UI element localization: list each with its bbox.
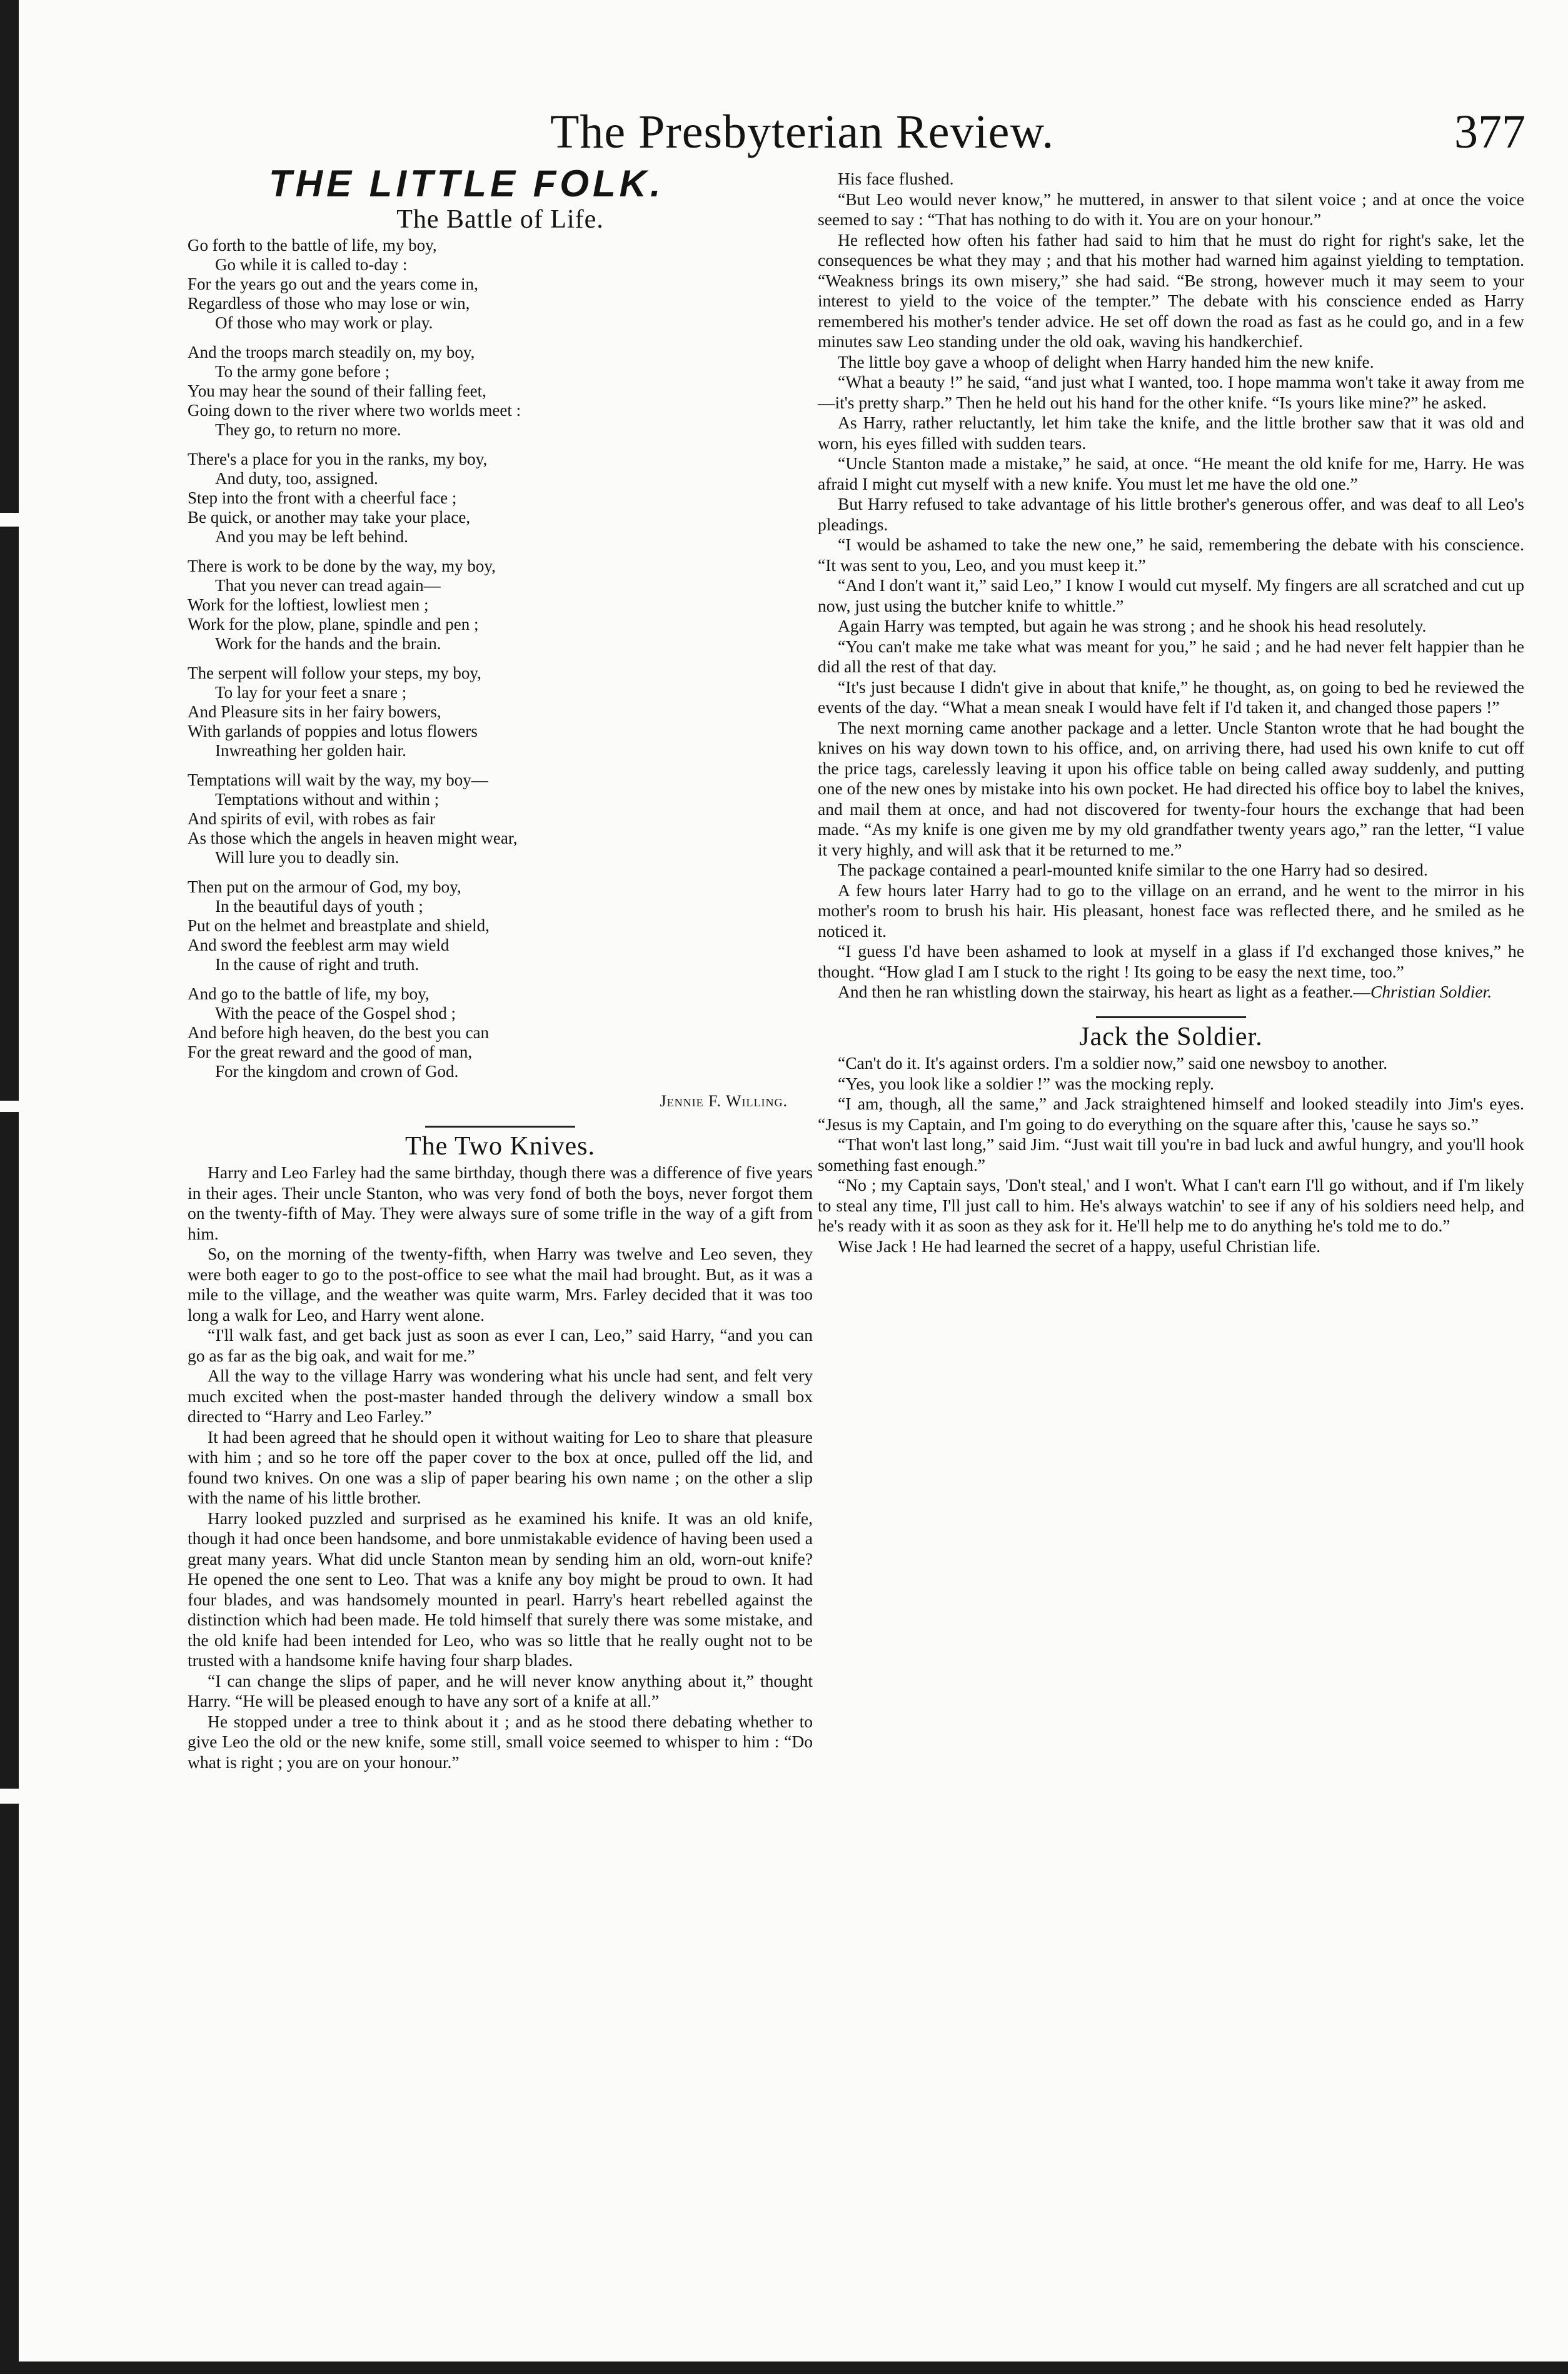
poem-line: Will lure you to deadly sin. [215, 848, 400, 867]
story-jack-the-soldier [818, 1053, 1524, 1256]
paragraph: The little boy gave a whoop of delight when Harry handed him the new knife. [838, 351, 1374, 371]
poem-line: For the kingdom and crown of God. [215, 1062, 459, 1081]
paragraph: Harry and Leo Farley had the same birthday, though there was a difference of five years in their ages. Their uncle Stanton, who was very fond of both the boys, never forgot them on the twenty-fifth of May. They were always sure of some trifle in the way of a gift from him. [188, 1163, 813, 1243]
poem-line: To the army gone before ; [215, 362, 390, 381]
poem-line: Temptations will wait by the way, my boy— [188, 770, 488, 789]
paragraph: The package contained a pearl-mounted knife similar to the one Harry had so desired. [838, 860, 1428, 879]
poem-stanza [188, 557, 813, 654]
right-column [818, 169, 1524, 1256]
poem-body [188, 236, 813, 1081]
poem-line: And the troops march steadily on, my boy, [188, 343, 475, 361]
poem-line: Work for the plow, plane, spindle and pen ; [188, 615, 479, 634]
section-divider [1096, 1016, 1246, 1018]
poem-line: Regardless of those who may lose or win, [188, 294, 470, 313]
section-heading: THE LITTLE FOLK. [269, 163, 665, 205]
paragraph: He stopped under a tree to think about it ; and as he stood there debating whether to give Leo the old or the new knife, some still, small voice seemed to whisper to him : “Do what is right ; you are on your honour.” [188, 1711, 813, 1772]
paragraph: “You can't make me take what was meant for you,” he said ; and he had never felt happier than he did all the rest of that day. [818, 636, 1524, 676]
paragraph: “I guess I'd have been ashamed to look at myself in a glass if I'd exchanged those knives,” he thought. “How glad I am I stuck to the right ! Its going to be easy the next time, too.” [818, 941, 1524, 981]
poem-line: There is work to be done by the way, my boy, [188, 557, 496, 575]
poem-line: You may hear the sound of their falling feet, [188, 381, 486, 400]
poem-line: They go, to return no more. [215, 420, 401, 439]
story-two-knives-right [818, 169, 1524, 982]
poem-line: And duty, too, assigned. [215, 469, 378, 488]
publication-title: The Presbyterian Review. [550, 106, 1055, 158]
paragraph: The next morning came another package and a letter. Uncle Stanton wrote that he had bought the knives on his way down town to his office, and, on arriving there, had used his own knife to cut off the price tags, carelessly leaving it upon his office table on being called away suddenly, and putting one of the new ones by mistake into his own pocket. He had directed his office boy to label the knives, and mail them at once, and had not discovered for twenty-four hours the exchange that had been made. “As my knife is one given me by my old grandfather twenty years ago,” ran the letter, “I value it very highly, and will ask that it be returned to me.” [818, 717, 1524, 859]
story-attribution: Christian Soldier. [1370, 982, 1492, 1001]
poem-line: Go forth to the battle of life, my boy, [188, 236, 437, 255]
poem-stanza [188, 450, 813, 547]
paragraph: So, on the morning of the twenty-fifth, when Harry was twelve and Leo seven, they were both eager to go to the post-office to see what the mail had brought. But, as it was a mile to the village, and the weather was quite warm, Mrs. Farley decided that it was too long a walk for Leo, and Harry went alone. [188, 1244, 813, 1325]
poem-line: For the years go out and the years come in, [188, 275, 478, 293]
poem-line: Step into the front with a cheerful face ; [188, 488, 457, 507]
story-two-knives-left [188, 1163, 813, 1772]
poem-line: That you never can tread again— [215, 576, 441, 595]
paragraph: His face flushed. [838, 169, 954, 188]
paragraph: “That won't last long,” said Jim. “Just wait till you're in bad luck and awful hungry, and you'll hook something fast enough.” [818, 1134, 1524, 1174]
poem-line: Going down to the river where two worlds meet : [188, 401, 521, 420]
section-divider [425, 1126, 575, 1128]
paragraph: “And I don't want it,” said Leo,” I know I would cut myself. My fingers are all scratched and cut up now, just using the butcher knife to whittle.” [818, 575, 1524, 615]
poem-line: And Pleasure sits in her fairy bowers, [188, 702, 441, 721]
poem-stanza [188, 877, 813, 974]
poem-stanza [188, 770, 813, 867]
paragraph: “I can change the slips of paper, and he will never know anything about it,” thought Harry. “He will be pleased enough to have any sort of a knife at all.” [188, 1670, 813, 1710]
poem-line: To lay for your feet a snare ; [215, 683, 407, 702]
paragraph: As Harry, rather reluctantly, let him take the knife, and the little brother saw that it was old and worn, his eyes filled with sudden tears. [818, 413, 1524, 453]
paragraph: Wise Jack ! He had learned the secret of a happy, useful Christian life. [838, 1236, 1321, 1256]
paragraph: “I would be ashamed to take the new one,” he said, remembering the debate with his conscience. “It was sent to you, Leo, and you must keep it.” [818, 535, 1524, 575]
poem-line: In the cause of right and truth. [215, 955, 420, 974]
paragraph: It had been agreed that he should open it without waiting for Leo to share that pleasure with him ; and so he tore off the paper cover to the box at once, pulled off the lid, and found two knives. On one was a slip of paper bearing his own name ; on the other a slip with the name of his little brother. [188, 1427, 813, 1507]
poem-line: As those which the angels in heaven might wear, [188, 829, 518, 847]
poem-stanza [188, 236, 813, 333]
paragraph: “I am, though, all the same,” and Jack straightened himself and looked steadily into Jim's eyes. “Jesus is my Captain, and I'm going to do everything on the square after this, 'cause he says so.” [818, 1094, 1524, 1134]
bottom-margin-rule [19, 2361, 1568, 2374]
paragraph: Again Harry was tempted, but again he was strong ; and he shook his head resolutely. [838, 616, 1427, 635]
paragraph: “No ; my Captain says, 'Don't steal,' and I won't. What I can't earn I'll go without, and if I'm likely to steal any time, I'll just call to him. He's always watchin' to see if any of his soldiers need help, and he's ready with it as soon as they ask for it. He'll help me to do anything he's told me to do.” [818, 1175, 1524, 1235]
paragraph: All the way to the village Harry was wondering what his uncle had sent, and felt very much excited when the post-master handed through the delivery window a small box directed to “Harry and Leo Farley.” [188, 1366, 813, 1426]
poem-line: Of those who may work or play. [215, 313, 433, 332]
page-number: 377 [1454, 106, 1525, 158]
poem-line: The serpent will follow your steps, my boy, [188, 664, 481, 682]
poem-stanza [188, 984, 813, 1081]
paragraph: But Harry refused to take advantage of his little brother's generous offer, and was deaf to all Leo's pleadings. [818, 494, 1524, 534]
paragraph: “I'll walk fast, and get back just as soon as ever I can, Leo,” said Harry, “and you can go as far as the big oak, and wait for me.” [188, 1325, 813, 1365]
poem-line: Then put on the armour of God, my boy, [188, 877, 461, 896]
poem-title: The Battle of Life. [396, 205, 604, 234]
paragraph: A few hours later Harry had to go to the village on an errand, and he went to the mirror in his mother's room to brush his hair. His pleasant, honest face was reflected there, and he smiled as he noticed it. [818, 880, 1524, 941]
poem-line: With the peace of the Gospel shod ; [215, 1004, 456, 1023]
poem-line: And go to the battle of life, my boy, [188, 984, 430, 1003]
poem-line: Inwreathing her golden hair. [215, 741, 406, 760]
paragraph: “What a beauty !” he said, “and just what I wanted, too. I hope mamma won't take it away from me—it's pretty sharp.” Then he held out his hand for the other knife. “Is yours like mine?” he asked. [818, 372, 1524, 412]
poem-line: And spirits of evil, with robes as fair [188, 809, 435, 828]
poem-line: There's a place for you in the ranks, my boy, [188, 450, 488, 468]
poem-line: Go while it is called to-day : [215, 255, 408, 274]
paragraph: Harry looked puzzled and surprised as he examined his knife. It was an old knife, though it had once been handsome, and bore unmistakable evidence of having been used a great many years. What did uncle Stanton mean by sending him an old, worn-out knife? He opened the one sent to Leo. That was a knife any boy might be proud to own. It had four blades, and was handsomely mounted in pearl. Harry's heart rebelled against the distinction which had been made. He told himself that surely there was some mistake, and the old knife had been intended for Leo, who was so little that he really ought not to be trusted with a handsome knife having four sharp blades. [188, 1508, 813, 1670]
poem-line: For the great reward and the good of man, [188, 1043, 473, 1061]
left-column [188, 163, 813, 1772]
poem-line: In the beautiful days of youth ; [215, 897, 423, 916]
poem-line: Work for the loftiest, lowliest men ; [188, 595, 429, 614]
poem-author: Jennie F. Willing. [660, 1092, 788, 1110]
paragraph: He reflected how often his father had said to him that he must do right for right's sake, let the consequences be what they may ; and that his mother had warned him against yielding to temptation. “Weakness brings its own misery,” she had said. “Be strong, however much it may seem to your interest to yield to the voice of the tempter.” The debate with his conscience ended as Harry remembered his mother's tender advice. He set off down the road as fast as he could go, and in a few minutes saw Leo standing under the old oak, waving his handkerchief. [818, 230, 1524, 351]
poem-line: With garlands of poppies and lotus flowers [188, 722, 478, 740]
poem-line: And before high heaven, do the best you can [188, 1023, 490, 1042]
paragraph: “Can't do it. It's against orders. I'm a soldier now,” said one newsboy to another. [838, 1053, 1388, 1073]
story-title-two-knives: The Two Knives. [405, 1131, 596, 1161]
page-header [550, 105, 1525, 161]
left-margin-rule [0, 0, 19, 2374]
poem-line: Put on the helmet and breastplate and shield, [188, 916, 490, 935]
paragraph: “Yes, you look like a soldier !” was the mocking reply. [838, 1073, 1214, 1093]
poem-line: Be quick, or another may take your place, [188, 508, 471, 527]
poem-stanza [188, 664, 813, 760]
paragraph: “It's just because I didn't give in about that knife,” he thought, as, on going to bed he reviewed the events of the day. “What a mean sneak I would have felt if I'd taken it, and changed those papers !” [818, 677, 1524, 717]
poem-line: Work for the hands and the brain. [215, 634, 441, 653]
story-title-jack-the-soldier: Jack the Soldier. [1079, 1022, 1263, 1051]
paragraph: “Uncle Stanton made a mistake,” he said, at once. “He meant the old knife for me, Harry. He was afraid I might cut myself with a new knife. You must let me have the old one.” [818, 453, 1524, 493]
poem-line: Temptations without and within ; [215, 790, 440, 809]
poem-line: And sword the feeblest arm may wield [188, 936, 450, 954]
paragraph: “But Leo would never know,” he muttered, in answer to that silent voice ; and at once the voice seemed to say : “That has nothing to do with it. You are on your honour.” [818, 189, 1524, 229]
poem-stanza [188, 343, 813, 440]
poem-line: And you may be left behind. [215, 527, 408, 546]
story-closing-paragraph: And then he ran whistling down the stairway, his heart as light as a feather.—Christian Soldier. [838, 982, 1492, 1001]
